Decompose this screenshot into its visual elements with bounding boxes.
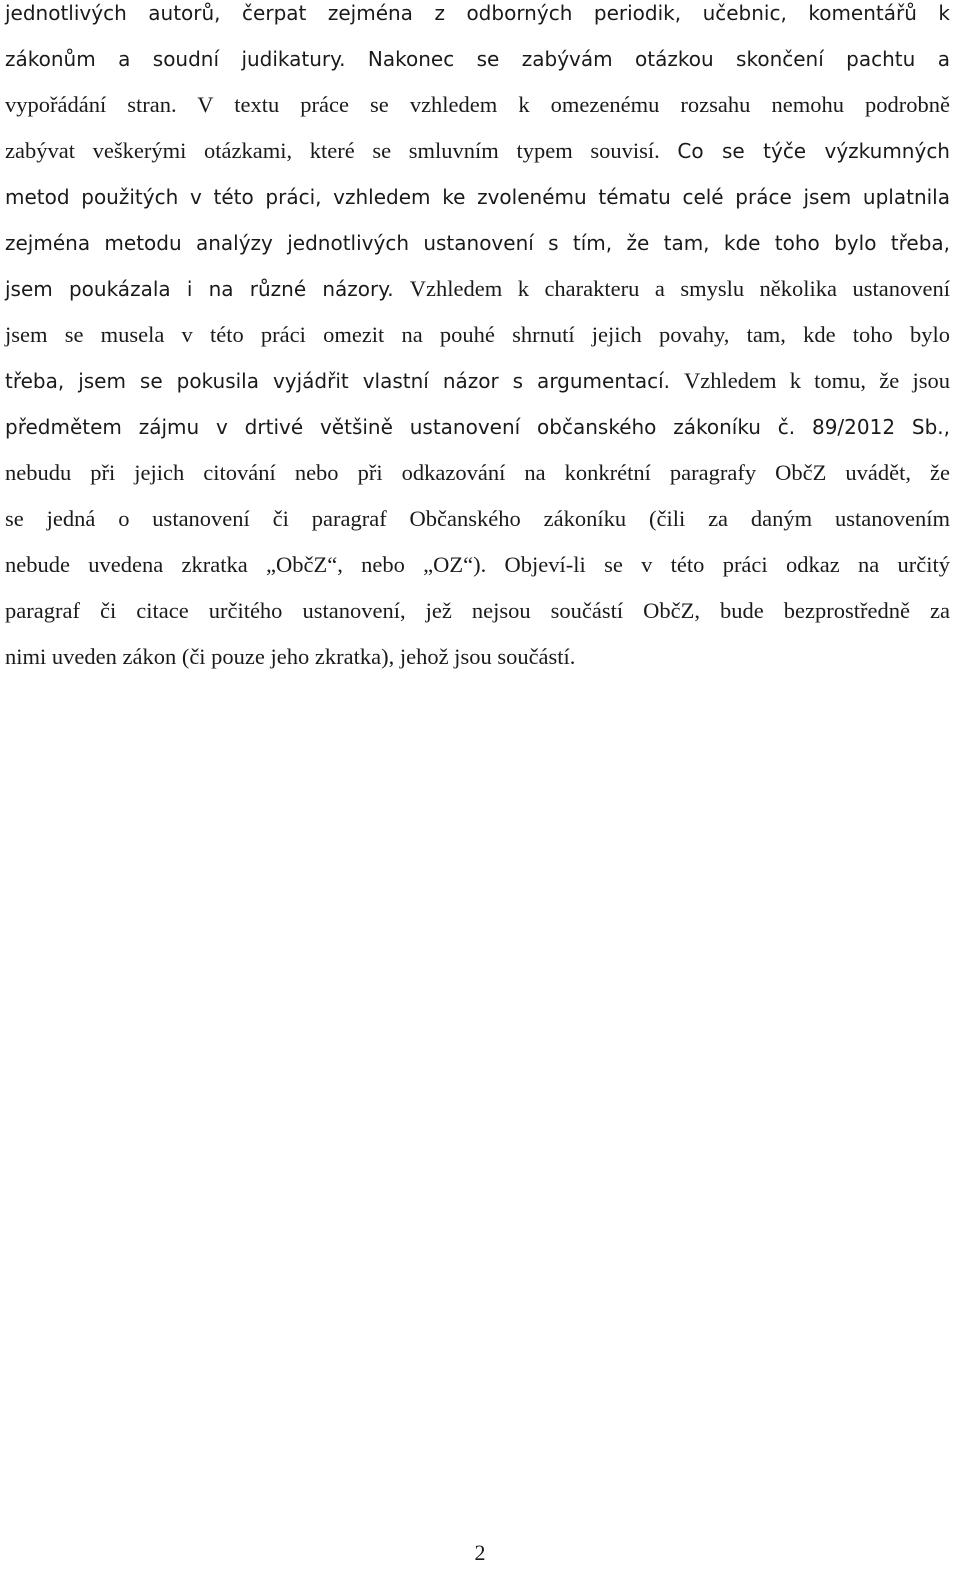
text-line [5, 450, 950, 496]
text-line [5, 36, 950, 82]
text-segment: nebude uvedena zkratka „ObčZ“, nebo „OZ“). Objeví-li se v této práci odkaz na určitý [5, 552, 950, 577]
text-segment: se jedná o ustanovení či paragraf Občanského zákoníku (čili za daným ustanovením [5, 506, 950, 531]
text-segment: nimi uveden zákon (či pouze jeho zkratka), jehož jsou součástí. [5, 644, 576, 669]
text-line [5, 82, 950, 128]
text-segment: nebudu při jejich citování nebo při odkazování na konkrétní paragrafy ObčZ uvádět, že [5, 460, 950, 485]
text-segment: vypořádání stran. V textu práce se vzhledem k omezenému rozsahu nemohu podrobně [5, 92, 950, 117]
text-segment: zabývat veškerými otázkami, které se smluvním typem souvisí. [5, 138, 678, 163]
text-segment: Vzhledem k charakteru a smyslu několika ustanovení [409, 276, 950, 301]
text-segment: zejména metodu analýzy jednotlivých ustanovení s tím, že tam, kde toho bylo třeba, [5, 231, 950, 255]
text-segment: předmětem zájmu v drtivé většině ustanovení občanského zákoníku č. 89/2012 Sb., [5, 415, 950, 439]
text-line [5, 266, 950, 312]
text-segment: jsem se musela v této práci omezit na pouhé shrnutí jejich povahy, tam, kde toho bylo [5, 322, 950, 347]
text-segment: metod použitých v této práci, vzhledem ke zvolenému tématu celé práce jsem uplatnila [5, 185, 950, 209]
text-segment: jednotlivých autorů, čerpat zejména z odborných periodik, učebnic, komentářů k [5, 1, 950, 25]
body-paragraph [5, 0, 950, 680]
text-segment: zákonům a soudní judikatury. Nakonec se zabývám otázkou skončení pachtu a [5, 47, 950, 71]
text-line [5, 542, 950, 588]
text-line [5, 128, 950, 174]
text-segment: třeba, jsem se pokusila vyjádřit vlastní názor s argumentací. [5, 369, 684, 393]
text-segment: Vzhledem k tomu, že jsou [684, 368, 950, 393]
text-line [5, 174, 950, 220]
text-line [5, 358, 950, 404]
text-line [5, 588, 950, 634]
text-line [5, 220, 950, 266]
text-line [5, 496, 950, 542]
text-line [5, 634, 950, 680]
text-line [5, 0, 950, 36]
text-segment: jsem poukázala i na různé názory. [5, 277, 410, 301]
text-line [5, 312, 950, 358]
text-segment: paragraf či citace určitého ustanovení, jež nejsou součástí ObčZ, bude bezprostředně za [5, 598, 950, 623]
page-number: 2 [474, 1540, 486, 1565]
text-segment: Co se týče výzkumných [677, 139, 950, 163]
text-line [5, 404, 950, 450]
